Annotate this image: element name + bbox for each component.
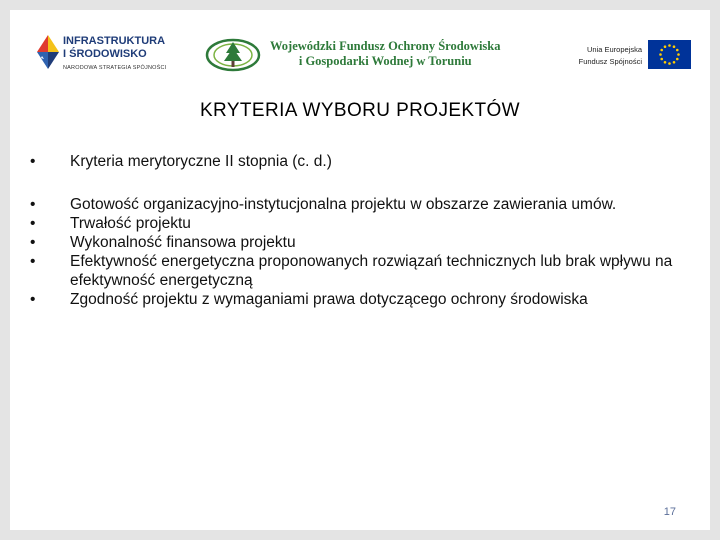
bullet-marker: • (30, 153, 36, 170)
eu-star (659, 53, 662, 56)
infra-logo-line1: INFRASTRUKTURA (63, 35, 166, 47)
criteria-list (30, 152, 680, 309)
list-item-text: Gotowość organizacyjno-instytucjonalna projektu w obszarze zawierania umów. (70, 196, 617, 213)
eu-star (660, 49, 663, 52)
list-item (30, 252, 680, 290)
list-item (30, 195, 680, 214)
infra-logo-line3: NARODOWA STRATEGIA SPÓJNOŚCI (63, 65, 167, 71)
infrastruktura-emblem-icon (35, 32, 61, 72)
eu-star (660, 58, 663, 61)
eu-caption-line1: Unia Europejska (586, 45, 642, 54)
eu-star (668, 44, 671, 47)
list-item-text: Wykonalność finansowa projektu (70, 234, 296, 251)
list-item (30, 152, 680, 171)
bullet-marker: • (30, 253, 36, 270)
eu-caption (548, 44, 642, 68)
slide-title: KRYTERIA WYBORU PROJEKTÓW (199, 100, 521, 121)
list-item (30, 214, 680, 233)
eu-star (676, 58, 679, 61)
eu-flag-icon (648, 40, 691, 69)
list-item-text: Zgodność projektu z wymaganiami prawa dotyczącego ochrony środowiska (70, 291, 588, 308)
eu-star (664, 61, 667, 64)
bullet-marker: • (30, 291, 36, 308)
bullet-marker: • (30, 215, 36, 232)
eu-star (673, 45, 676, 48)
wfosigw-text (270, 39, 501, 69)
eu-star (673, 61, 676, 64)
list-item-text: Efektywność energetyczna proponowanych rozwiązań technicznych lub brak wpływu na efektywność energetyczną (70, 253, 673, 289)
list-item-text: Trwałość projektu (70, 215, 191, 232)
infrastruktura-logo (35, 30, 175, 78)
wfosigw-tree-emblem-icon (205, 37, 261, 73)
fund-logo-line2: i Gospodarki Wodnej w Toruniu (298, 54, 472, 68)
list-item-text: Kryteria merytoryczne II stopnia (c. d.) (70, 153, 332, 170)
eu-star (668, 62, 671, 65)
fund-logo-line1: Wojewódzki Fundusz Ochrony Środowiska (270, 39, 501, 53)
wfosigw-logo (205, 35, 525, 75)
eu-star (664, 45, 667, 48)
infra-logo-line2: I ŚRODOWISKO (63, 48, 147, 60)
eu-star (677, 53, 680, 56)
bullet-marker: • (30, 234, 36, 251)
page-number: 17 (663, 506, 676, 518)
eu-caption-line2: Fundusz Spójności (578, 57, 642, 66)
eu-star (676, 49, 679, 52)
infrastruktura-text (63, 35, 166, 72)
bullet-marker: • (30, 196, 36, 213)
list-item (30, 290, 680, 309)
list-item (30, 233, 680, 252)
